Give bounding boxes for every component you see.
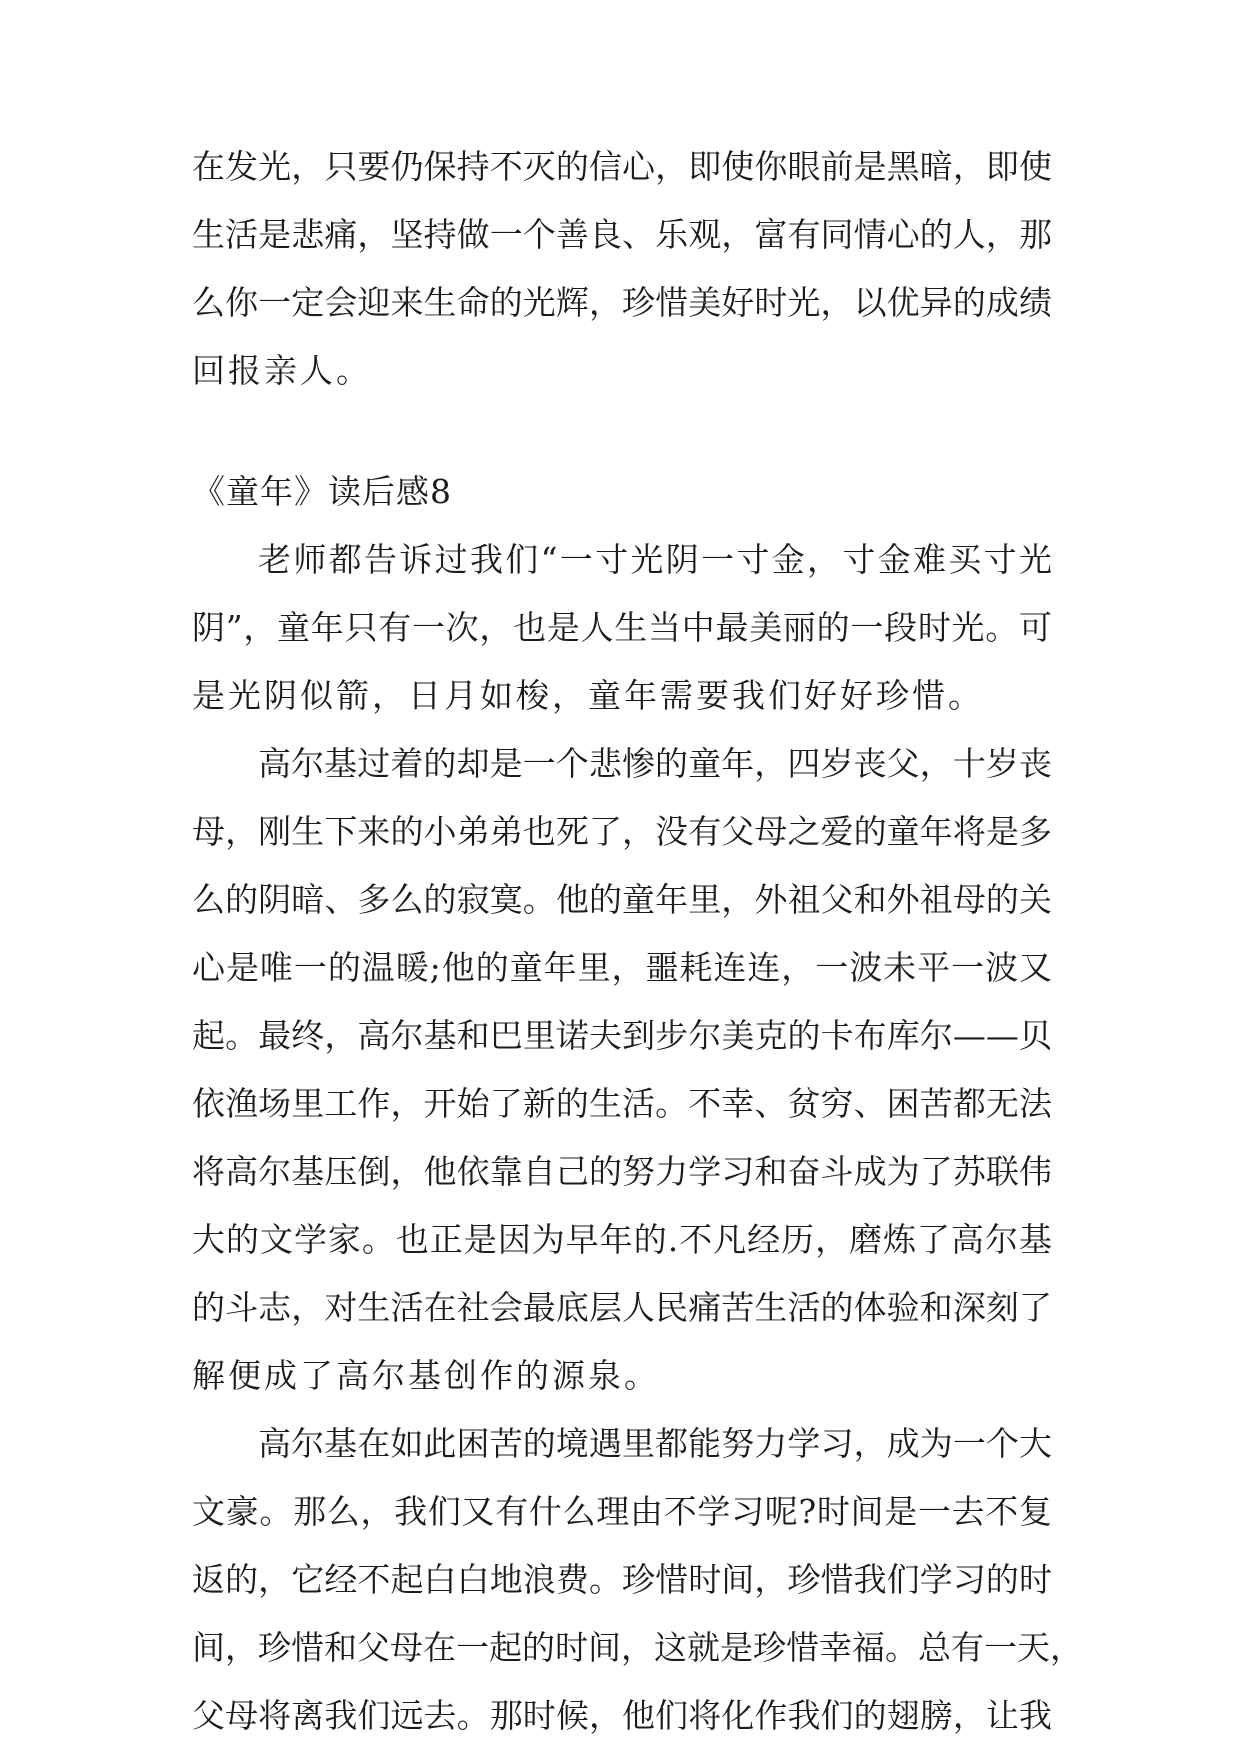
section-title: 《童年》读后感8 xyxy=(192,472,452,511)
paragraph-2-line-10: 解便成了高尔基创作的源泉。 xyxy=(192,1356,660,1395)
intro-line-4: 回报亲人。 xyxy=(192,351,372,390)
paragraph-2-line-1: 高尔基过着的却是一个悲惨的童年，四岁丧父，十岁丧 xyxy=(258,744,1052,783)
intro-line-2: 生活是悲痛，坚持做一个善良、乐观，富有同情心的人，那 xyxy=(192,215,1052,254)
paragraph-2-line-8: 大的文学家。也正是因为早年的.不凡经历，磨炼了高尔基 xyxy=(192,1220,1052,1259)
intro-line-3: 么你一定会迎来生命的光辉，珍惜美好时光，以优异的成绩 xyxy=(192,283,1052,322)
paragraph-1-line-2: 阴”，童年只有一次，也是人生当中最美丽的一段时光。可 xyxy=(192,608,1052,647)
paragraph-2-line-5: 起。最终，高尔基和巴里诺夫到步尔美克的卡布库尔——贝 xyxy=(192,1016,1052,1055)
paragraph-3-line-4: 间，珍惜和父母在一起的时间，这就是珍惜幸福。总有一天， xyxy=(192,1628,1083,1667)
paragraph-1-line-1: 老师都告诉过我们“一寸光阴一寸金，寸金难买寸光 xyxy=(258,540,1052,579)
intro-line-1: 在发光，只要仍保持不灭的信心，即使你眼前是黑暗，即使 xyxy=(192,147,1052,186)
paragraph-2-line-9: 的斗志，对生活在社会最底层人民痛苦生活的体验和深刻了 xyxy=(192,1288,1052,1327)
paragraph-2-line-6: 依渔场里工作，开始了新的生活。不幸、贫穷、困苦都无法 xyxy=(192,1084,1052,1123)
paragraph-3-line-1: 高尔基在如此困苦的境遇里都能努力学习，成为一个大 xyxy=(258,1424,1052,1463)
paragraph-3-line-3: 返的，它经不起白白地浪费。珍惜时间，珍惜我们学习的时 xyxy=(192,1560,1052,1599)
paragraph-3-line-2: 文豪。那么，我们又有什么理由不学习呢?时间是一去不复 xyxy=(192,1492,1052,1531)
paragraph-2-line-7: 将高尔基压倒，他依靠自己的努力学习和奋斗成为了苏联伟 xyxy=(192,1152,1052,1191)
paragraph-2-line-4: 心是唯一的温暖;他的童年里，噩耗连连，一波未平一波又 xyxy=(192,948,1052,987)
paragraph-2-line-2: 母，刚生下来的小弟弟也死了，没有父母之爱的童年将是多 xyxy=(192,812,1052,851)
paragraph-3-line-5: 父母将离我们远去。那时候，他们将化作我们的翅膀，让我 xyxy=(192,1696,1052,1735)
paragraph-2-line-3: 么的阴暗、多么的寂寞。他的童年里，外祖父和外祖母的关 xyxy=(192,880,1052,919)
paragraph-1-line-3: 是光阴似箭，日月如梭，童年需要我们好好珍惜。 xyxy=(192,676,984,715)
